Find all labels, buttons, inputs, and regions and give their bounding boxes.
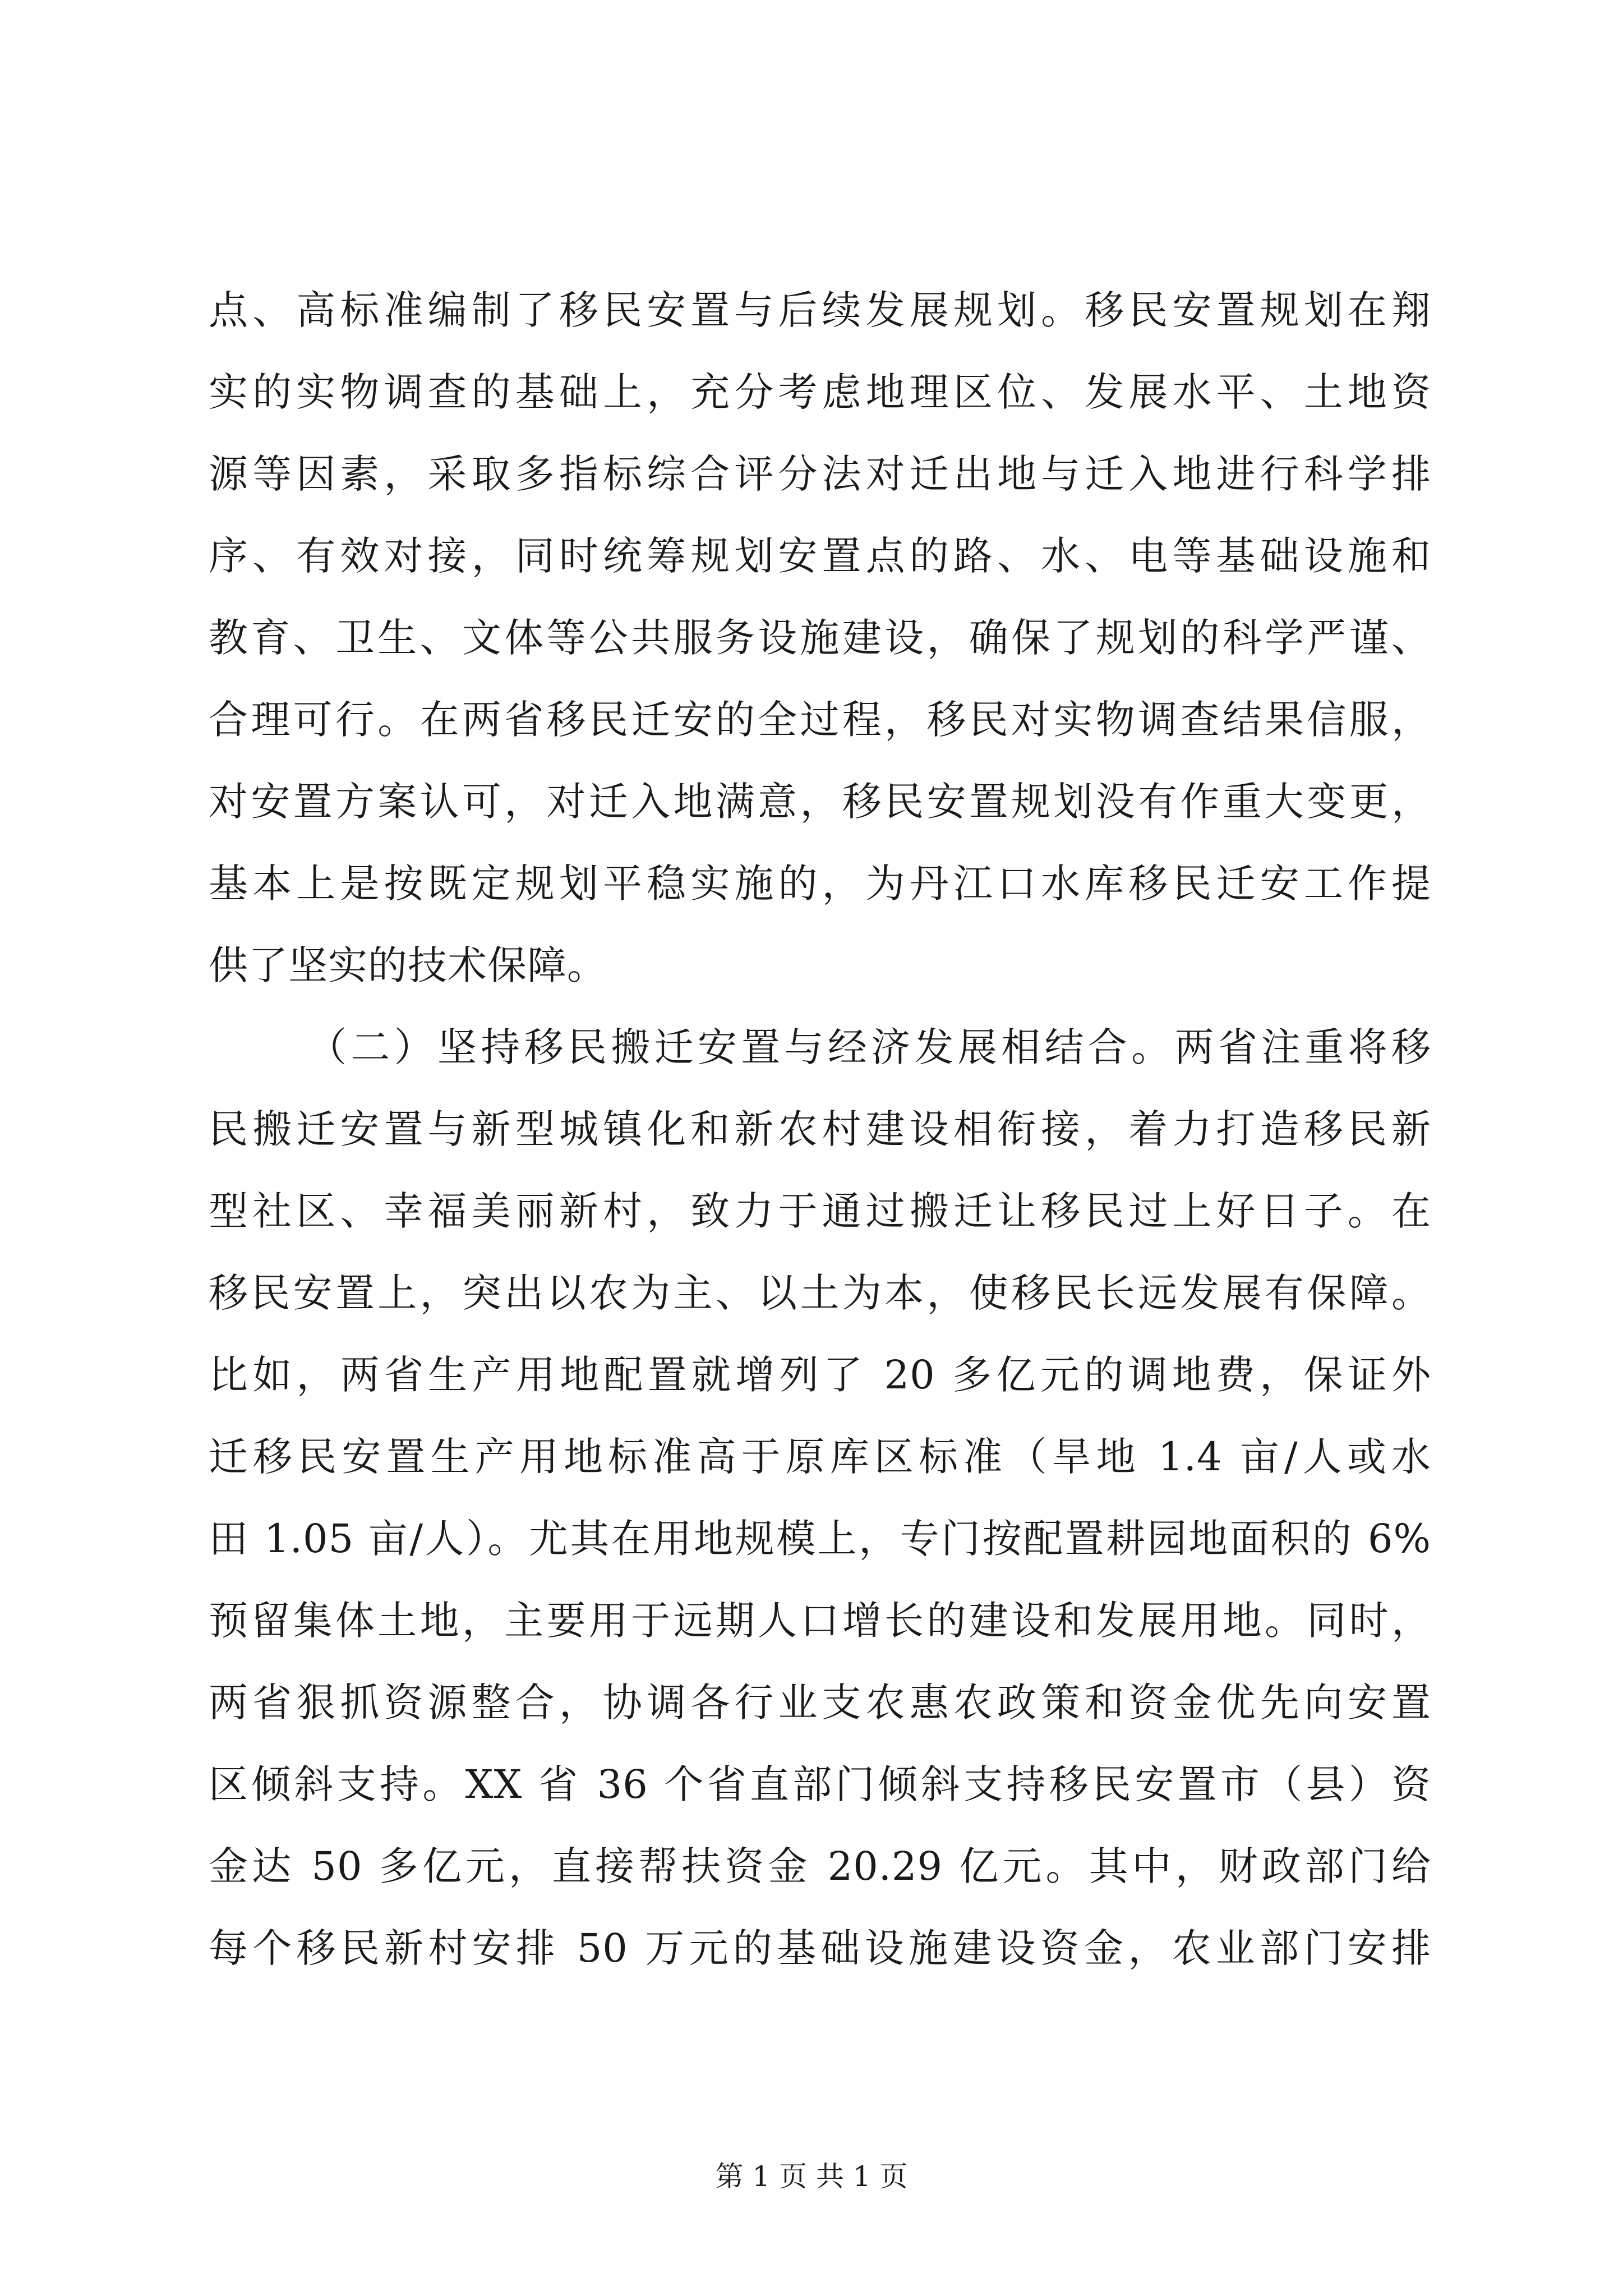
text-line: 移民安置上，突出以农为主、以土为本，使移民长远发展有保障。	[209, 1270, 1431, 1316]
text-line: 实的实物调查的基础上，充分考虑地理区位、发展水平、土地资	[209, 369, 1431, 415]
text-line: 基本上是按既定规划平稳实施的，为丹江口水库移民迁安工作提	[209, 861, 1431, 907]
text-line: 金达 50 多亿元，直接帮扶资金 20.29 亿元。其中，财政部门给	[209, 1843, 1431, 1889]
text-line: 序、有效对接，同时统筹规划安置点的路、水、电等基础设施和	[209, 533, 1431, 579]
text-line: 对安置方案认可，对迁入地满意，移民安置规划没有作重大变更，	[209, 779, 1431, 825]
text-line: 区倾斜支持。XX 省 36 个省直部门倾斜支持移民安置市（县）资	[209, 1761, 1431, 1807]
text-line: 每个移民新村安排 50 万元的基础设施建设资金，农业部门安排	[209, 1925, 1431, 1971]
text-line: 预留集体土地，主要用于远期人口增长的建设和发展用地。同时，	[209, 1598, 1431, 1644]
text-line: 点、高标准编制了移民安置与后续发展规划。移民安置规划在翔	[209, 287, 1431, 333]
text-line: 迁移民安置生产用地标准高于原库区标准（旱地 1.4 亩/人或水	[209, 1434, 1431, 1480]
paragraph-1	[209, 269, 1431, 1006]
page-number-footer: 第 1 页 共 1 页	[715, 2160, 908, 2193]
text-line: 源等因素，采取多指标综合评分法对迁出地与迁入地进行科学排	[209, 451, 1431, 497]
paragraph-2	[209, 1006, 1431, 1989]
text-line: 比如，两省生产用地配置就增列了 20 多亿元的调地费，保证外	[209, 1352, 1431, 1398]
text-line: 民搬迁安置与新型城镇化和新农村建设相衔接，着力打造移民新	[209, 1106, 1431, 1152]
text-line: 教育、卫生、文体等公共服务设施建设，确保了规划的科学严谨、	[209, 615, 1431, 661]
text-line: 两省狠抓资源整合，协调各行业支农惠农政策和资金优先向安置	[209, 1680, 1431, 1726]
text-line: 合理可行。在两省移民迁安的全过程，移民对实物调查结果信服，	[209, 697, 1431, 743]
text-line: 田 1.05 亩/人）。尤其在用地规模上，专门按配置耕园地面积的 6%	[209, 1516, 1431, 1562]
document-body	[209, 269, 1431, 1989]
text-line: 供了坚实的技术保障。	[209, 942, 607, 988]
section-heading-line: （二）坚持移民搬迁安置与经济发展相结合。两省注重将移	[307, 1024, 1431, 1070]
text-line: 型社区、幸福美丽新村，致力于通过搬迁让移民过上好日子。在	[209, 1188, 1431, 1234]
